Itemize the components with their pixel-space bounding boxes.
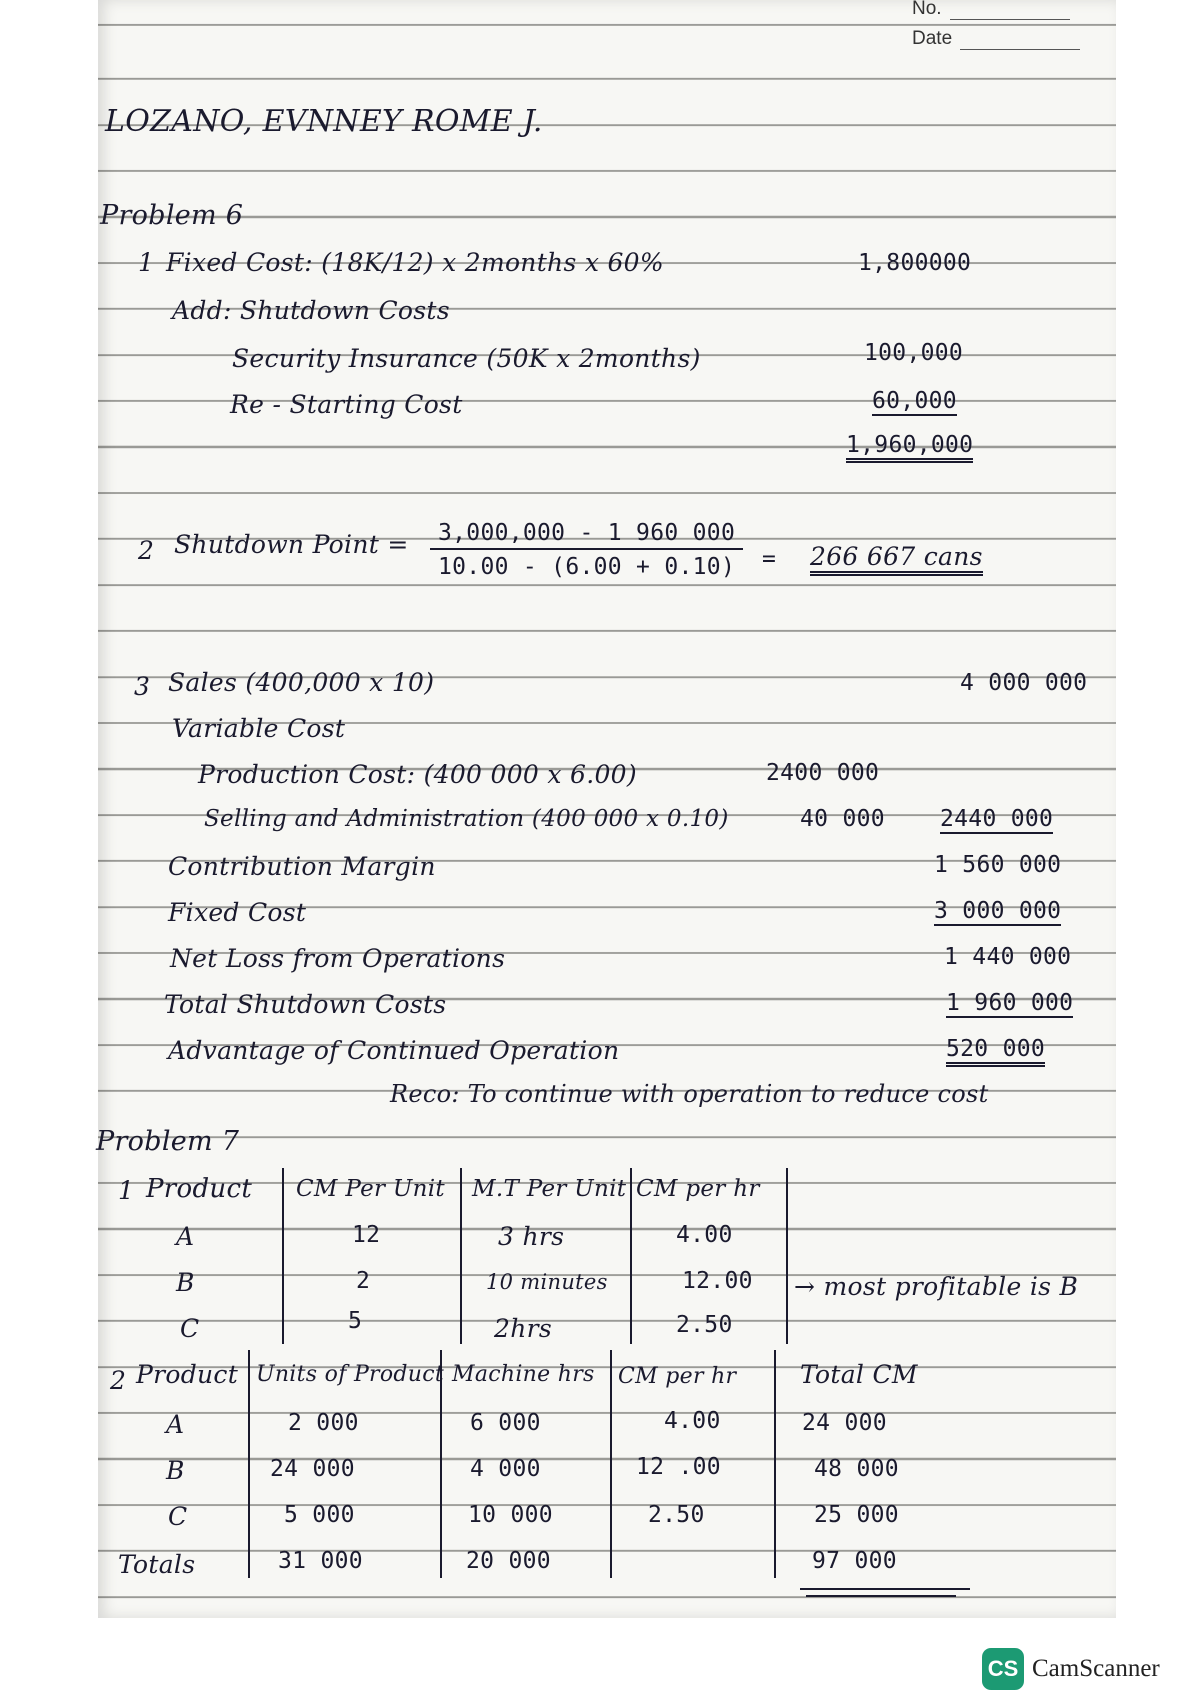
t2-totals-machine-hrs: 20 000 <box>466 1548 551 1574</box>
p6-part1-number: 1 <box>138 248 155 277</box>
fixed-cost-label-2: Fixed Cost <box>168 898 307 927</box>
t2-cell: 5 000 <box>284 1502 355 1528</box>
t2-cell: 48 000 <box>814 1456 899 1482</box>
t2-cell: 2 000 <box>288 1410 359 1436</box>
fixed-cost-value-2: 3 000 000 <box>934 898 1062 924</box>
t2-header-product: Product <box>136 1360 239 1389</box>
no-field: No. <box>912 0 1070 20</box>
problem6-title: Problem 6 <box>100 200 244 231</box>
t2-totals-label: Totals <box>118 1550 196 1579</box>
t2-totals-cm: 97 000 <box>812 1548 897 1574</box>
t1-cell: A <box>176 1222 195 1251</box>
net-loss-label: Net Loss from Operations <box>170 944 506 973</box>
t1-number: 1 <box>118 1176 135 1205</box>
t1-header-cm-hr: CM per hr <box>636 1176 760 1202</box>
t2-grid-line <box>610 1350 612 1578</box>
variable-cost-total: 2440 000 <box>940 806 1054 832</box>
t2-grid-line <box>774 1350 776 1578</box>
t2-cell: 6 000 <box>470 1410 541 1436</box>
contribution-margin-label: Contribution Margin <box>168 852 436 881</box>
net-loss-value: 1 440 000 <box>944 944 1072 970</box>
t2-number: 2 <box>110 1366 127 1395</box>
recommendation: Reco: To continue with operation to reduce cost <box>390 1080 989 1108</box>
variable-cost-label: Variable Cost <box>172 714 346 743</box>
totals-underline <box>806 1595 956 1597</box>
t1-cell: 3 hrs <box>498 1222 565 1251</box>
date-field: Date <box>912 28 1080 50</box>
t2-totals-units: 31 000 <box>278 1548 363 1574</box>
selling-admin-label: Selling and Administration (400 000 x 0.10) <box>204 806 729 832</box>
selling-admin-value: 40 000 <box>800 806 885 832</box>
p6-part2-number: 2 <box>138 536 155 565</box>
t2-grid-line <box>248 1350 250 1578</box>
sales-label: Sales (400,000 x 10) <box>168 668 435 697</box>
fraction-denominator: 10.00 - (6.00 + 0.10) <box>438 554 736 580</box>
t1-grid-line <box>630 1168 632 1344</box>
p6-part3-number: 3 <box>134 672 151 701</box>
t1-grid-line <box>460 1168 462 1344</box>
camscanner-name: CamScanner <box>1032 1655 1160 1682</box>
t2-header-machine-hrs: Machine hrs <box>452 1362 595 1387</box>
contribution-margin-value: 1 560 000 <box>934 852 1062 878</box>
t1-cell: 2hrs <box>494 1314 552 1343</box>
t2-cell: B <box>166 1456 185 1485</box>
t2-cell: 12 .00 <box>636 1454 721 1480</box>
t2-cell: 4.00 <box>664 1408 721 1434</box>
t1-cell: B <box>176 1268 195 1297</box>
t2-cell: 24 000 <box>802 1410 887 1436</box>
t1-cell: 2.50 <box>676 1312 733 1338</box>
problem7-title: Problem 7 <box>96 1126 240 1157</box>
shutdown-point-result: 266 667 cans <box>810 542 983 576</box>
most-profitable-note: → most profitable is B <box>794 1272 1079 1301</box>
t2-cell: 24 000 <box>270 1456 355 1482</box>
t1-cell: 5 <box>348 1308 363 1334</box>
production-cost-label: Production Cost: (400 000 x 6.00) <box>198 760 637 789</box>
t2-header-total-cm: Total CM <box>800 1360 918 1389</box>
t2-cell: 4 000 <box>470 1456 541 1482</box>
advantage-value: 520 000 <box>946 1036 1045 1067</box>
fixed-cost-value: 1,800000 <box>858 250 972 276</box>
shutdown-point-label: Shutdown Point = <box>174 530 409 559</box>
t2-cell: C <box>168 1502 188 1531</box>
t2-cell: 25 000 <box>814 1502 899 1528</box>
totals-underline <box>800 1588 970 1590</box>
security-insurance-label: Security Insurance (50K x 2months) <box>232 344 701 373</box>
restarting-cost-value: 60,000 <box>872 388 957 414</box>
sales-value: 4 000 000 <box>960 670 1088 696</box>
t1-cell: C <box>180 1314 200 1343</box>
security-insurance-value: 100,000 <box>864 340 964 366</box>
t2-cell: 2.50 <box>648 1502 705 1528</box>
t1-header-product: Product <box>146 1174 253 1204</box>
t1-cell: 12 <box>352 1222 381 1248</box>
production-cost-value: 2400 000 <box>766 760 880 786</box>
total-shutdown-value: 1 960 000 <box>946 990 1074 1016</box>
total-shutdown-label: Total Shutdown Costs <box>164 990 447 1019</box>
t1-header-mt-unit: M.T Per Unit <box>472 1176 627 1202</box>
t1-grid-line <box>786 1168 788 1344</box>
t1-cell: 4.00 <box>676 1222 733 1248</box>
restarting-cost-label: Re - Starting Cost <box>230 390 463 419</box>
t2-header-units: Units of Product <box>256 1362 445 1387</box>
camscanner-logo-icon: CS <box>982 1648 1024 1690</box>
add-shutdown-label: Add: Shutdown Costs <box>172 296 450 325</box>
t1-cell: 12.00 <box>682 1268 753 1294</box>
shutdown-fraction <box>430 520 743 580</box>
t1-cell: 2 <box>356 1268 371 1294</box>
part1-total: 1,960,000 <box>846 432 973 463</box>
fixed-cost-label: Fixed Cost: (18K/12) x 2months x 60% <box>166 248 664 277</box>
camscanner-watermark <box>982 1648 1160 1690</box>
t2-cell: 10 000 <box>468 1502 553 1528</box>
t2-cell: A <box>166 1410 185 1439</box>
t1-grid-line <box>282 1168 284 1344</box>
t1-header-cm-unit: CM Per Unit <box>296 1176 445 1202</box>
advantage-label: Advantage of Continued Operation <box>168 1036 620 1065</box>
student-name: LOZANO, EVNNEY ROME J. <box>105 104 543 139</box>
fraction-numerator: 3,000,000 - 1 960 000 <box>430 520 743 550</box>
t2-header-cm-hr: CM per hr <box>618 1364 737 1389</box>
t1-cell: 10 minutes <box>486 1270 608 1294</box>
equals-sign: = <box>762 546 777 572</box>
